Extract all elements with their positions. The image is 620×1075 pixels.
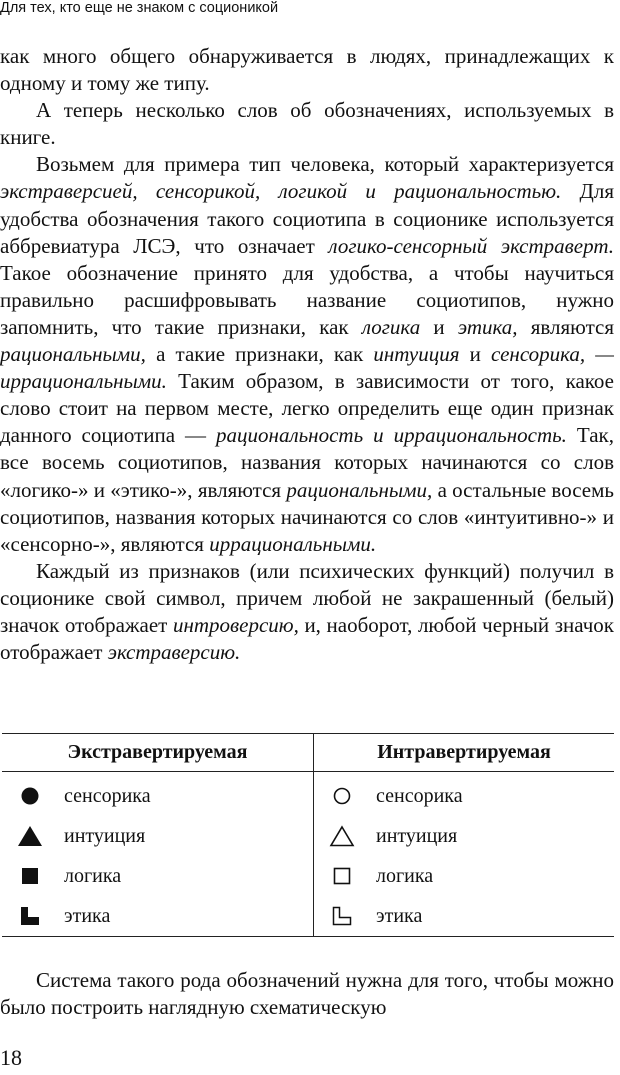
text-span: и: [420, 314, 458, 339]
page-number: 18: [0, 1045, 22, 1070]
text-span: являются: [517, 314, 614, 339]
text-span: Таким образом, в зависимости от того, какое слово стоит на первом месте, легко определить еще один признак данного социотипа —: [0, 369, 614, 448]
italic-span: логика: [361, 314, 421, 339]
outline-l-shape-icon: [320, 906, 364, 926]
legend-label: логика: [376, 864, 434, 887]
text-span: и: [459, 342, 492, 367]
legend-label: интуиция: [64, 824, 146, 847]
paragraph-4: [0, 558, 614, 666]
legend-header-row: [2, 734, 614, 772]
filled-l-shape-icon: [8, 906, 52, 926]
legend-cell: [314, 816, 615, 856]
text-span: Такое обозначение принято для удобства, а чтобы научиться правильно расшифровывать название социотипов, нужно запомнить, что такие признаки, как: [0, 260, 614, 339]
legend-cell: [314, 772, 615, 817]
italic-span: этика,: [457, 314, 518, 339]
italic-span: рациональными,: [286, 477, 433, 502]
italic-span: рациональность и иррациональность.: [216, 423, 567, 448]
italic-span: логико-сенсорный экстраверт.: [328, 233, 614, 258]
body-text-upper: [0, 43, 614, 666]
italic-span: экстраверсию.: [107, 640, 241, 665]
extraverted-column-header: Экстравертируемая: [2, 734, 314, 772]
text-span: а остальные восемь социотипов, названия которых начинаются со слов «интуитивно-» и «сенсорно-», являются: [0, 477, 614, 556]
italic-span: интроверсию,: [172, 612, 299, 637]
legend-cell: [314, 856, 615, 896]
legend-label: сенсорика: [376, 784, 463, 807]
outline-triangle-icon: [320, 825, 364, 847]
paragraph-1: как много общего обнаруживается в людях, принадлежащих к одному и тому же типу.: [0, 44, 614, 96]
text-span: Так, все восемь социотипов, названия которых начинаются со слов «логико-» и «этико-», являются: [0, 423, 614, 502]
outline-square-icon: [320, 867, 364, 885]
legend-cell: [314, 896, 615, 937]
italic-span: экстраверсией, сенсорикой, логикой и рациональностью.: [0, 179, 562, 204]
paragraph-2: А теперь несколько слов об обозначениях, используемых в книге.: [0, 98, 614, 150]
legend-row: [2, 896, 614, 937]
filled-triangle-icon: [8, 825, 52, 847]
paragraph-3: [0, 151, 614, 557]
text-span: и, наоборот, любой черный значок отображает: [0, 612, 614, 665]
legend-cell: [2, 772, 314, 817]
filled-circle-icon: [8, 786, 52, 806]
introverted-column-header: Интравертируемая: [314, 734, 615, 772]
legend-label: этика: [376, 904, 423, 927]
legend-cell: [2, 896, 314, 937]
running-header: Для тех, кто еще не знаком с соционикой: [0, 0, 279, 16]
symbol-legend-table: [2, 733, 614, 937]
legend-label: интуиция: [376, 824, 458, 847]
legend-cell: [2, 856, 314, 896]
italic-span: рациональными,: [0, 342, 146, 367]
paragraph-5: Система такого рода обозначений нужна для того, чтобы можно было построить наглядную схематическую: [0, 968, 614, 1020]
legend-row: [2, 772, 614, 817]
legend-row: [2, 856, 614, 896]
legend-row: [2, 816, 614, 856]
text-span: Каждый из признаков (или психических функций) получил в соционике свой символ, причем любой не закрашенный (белый) значок отображает: [0, 558, 614, 637]
italic-span: иррациональными.: [209, 531, 377, 556]
legend-label: логика: [64, 864, 122, 887]
legend-label: сенсорика: [64, 784, 151, 807]
text-span: Для удобства обозначения такого социотипа в соционике используется аббревиатура ЛСЭ, что означает: [0, 179, 615, 258]
italic-span: интуиция: [373, 342, 460, 367]
text-span: а такие признаки, как: [145, 342, 374, 367]
legend-label: этика: [64, 904, 111, 927]
outline-circle-icon: [320, 786, 364, 806]
filled-square-icon: [8, 867, 52, 885]
text-span: Возьмем для примера тип человека, который характеризуется: [36, 152, 614, 177]
italic-span: сенсорика, — иррациональными.: [0, 342, 614, 394]
legend-cell: [2, 816, 314, 856]
body-text-lower: [0, 967, 614, 1021]
